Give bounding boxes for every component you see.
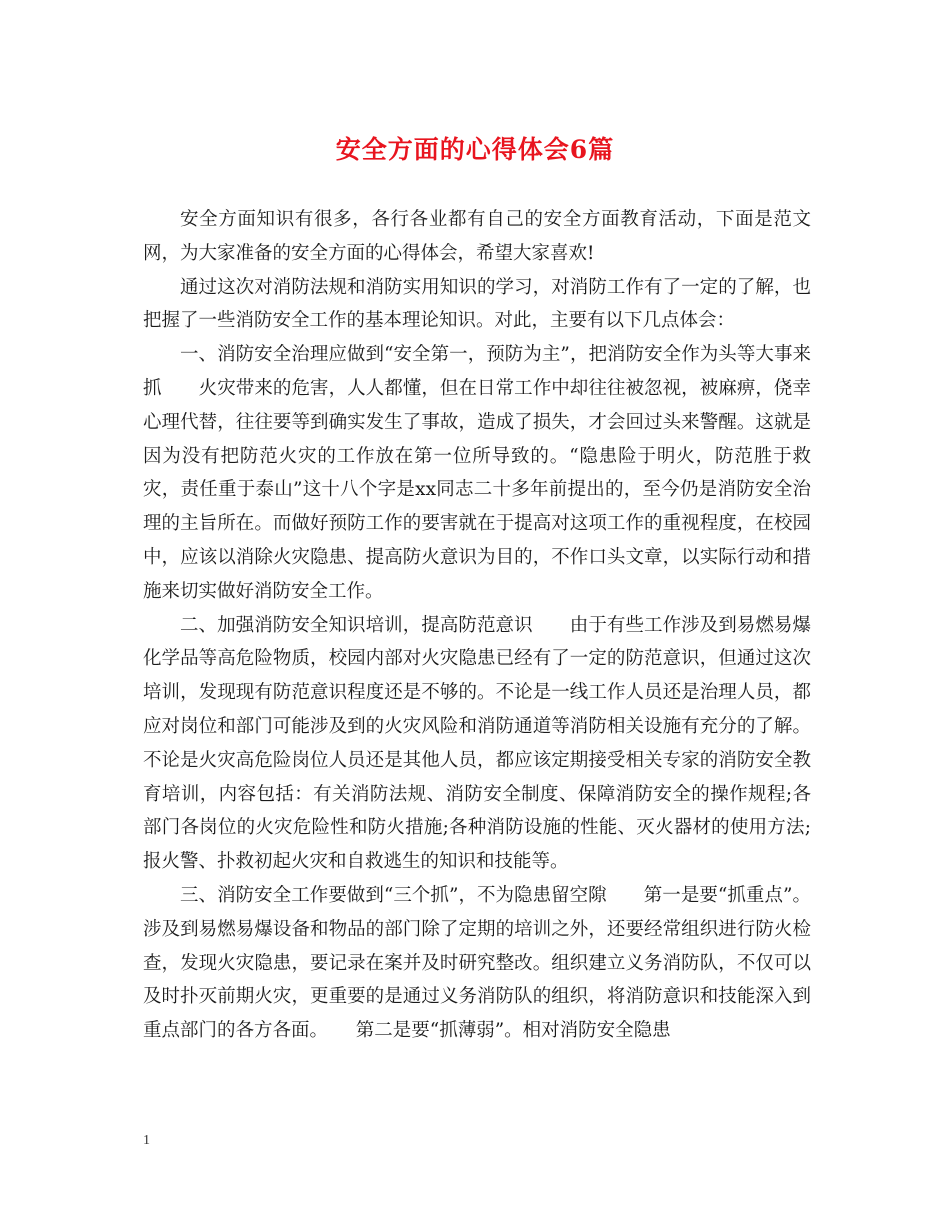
- paragraph-point-two: 二、加强消防安全知识培训，提高防范意识 由于有些工作涉及到易燃易爆化学品等高危险物质，校园内部对火灾隐患已经有了一定的防范意识，但通过这次培训，发现现有防范意识程度还是不够的。不论是一线工作人员还是治理人员，都应对岗位和部门可能涉及到的火灾风险和消防通道等消防相关设施有充分的了解。不论是火灾高危险岗位人员还是其他人员，都应该定期接受相关专家的消防安全教育培训，内容包括：有关消防法规、消防安全制度、保障消防安全的操作规程;各部门各岗位的火灾危险性和防火措施;各种消防设施的性能、灭火器材的使用方法;报火警、扑救初起火灾和自救逃生的知识和技能等。: [143, 614, 811, 873]
- paragraph-point-one: 一、消防安全治理应做到“安全第一，预防为主”，把消防安全作为头等大事来抓 火灾带来的危害，人人都懂，但在日常工作中却往往被忽视，被麻痹，侥幸心理代替，往往要等到确实发生了事故，造成了损失，才会回过头来警醒。这就是因为没有把防范火灾的工作放在第一位所导致的。“隐患险于明火，防范胜于救灾，责任重于泰山”这十八个字是xx同志二十多年前提出的，至今仍是消防安全治理的主旨所在。而做好预防工作的要害就在于提高对这项工作的重视程度，在校园中，应该以消除火灾隐患、提高防火意识为目的，不作口头文章，以实际行动和措施来切实做好消防安全工作。: [143, 344, 811, 602]
- page-number: 1: [143, 1133, 150, 1148]
- document-title: 安全方面的心得体会6篇: [335, 135, 615, 164]
- paragraph-intro: 安全方面知识有很多，各行各业都有自己的安全方面教育活动，下面是范文网，为大家准备的安全方面的心得体会，希望大家喜欢!: [143, 209, 811, 264]
- paragraph-lead: 通过这次对消防法规和消防实用知识的学习，对消防工作有了一定的了解，也把握了一些消防安全工作的基本理论知识。对此，主要有以下几点体会：: [143, 276, 811, 332]
- document-body: [143, 203, 811, 1048]
- paragraph-point-three: 三、消防安全工作要做到“三个抓”，不为隐患留空隙 第一是要“抓重点”。涉及到易燃易爆设备和物品的部门除了定期的培训之外，还要经常组织进行防火检查，发现火灾隐患，要记录在案并及时研究整改。组织建立义务消防队，不仅可以及时扑灭前期火灾，更重要的是通过义务消防队的组织，将消防意识和技能深入到重点部门的各方各面。 第二是要“抓薄弱”。相对消防安全隐患: [143, 884, 811, 1042]
